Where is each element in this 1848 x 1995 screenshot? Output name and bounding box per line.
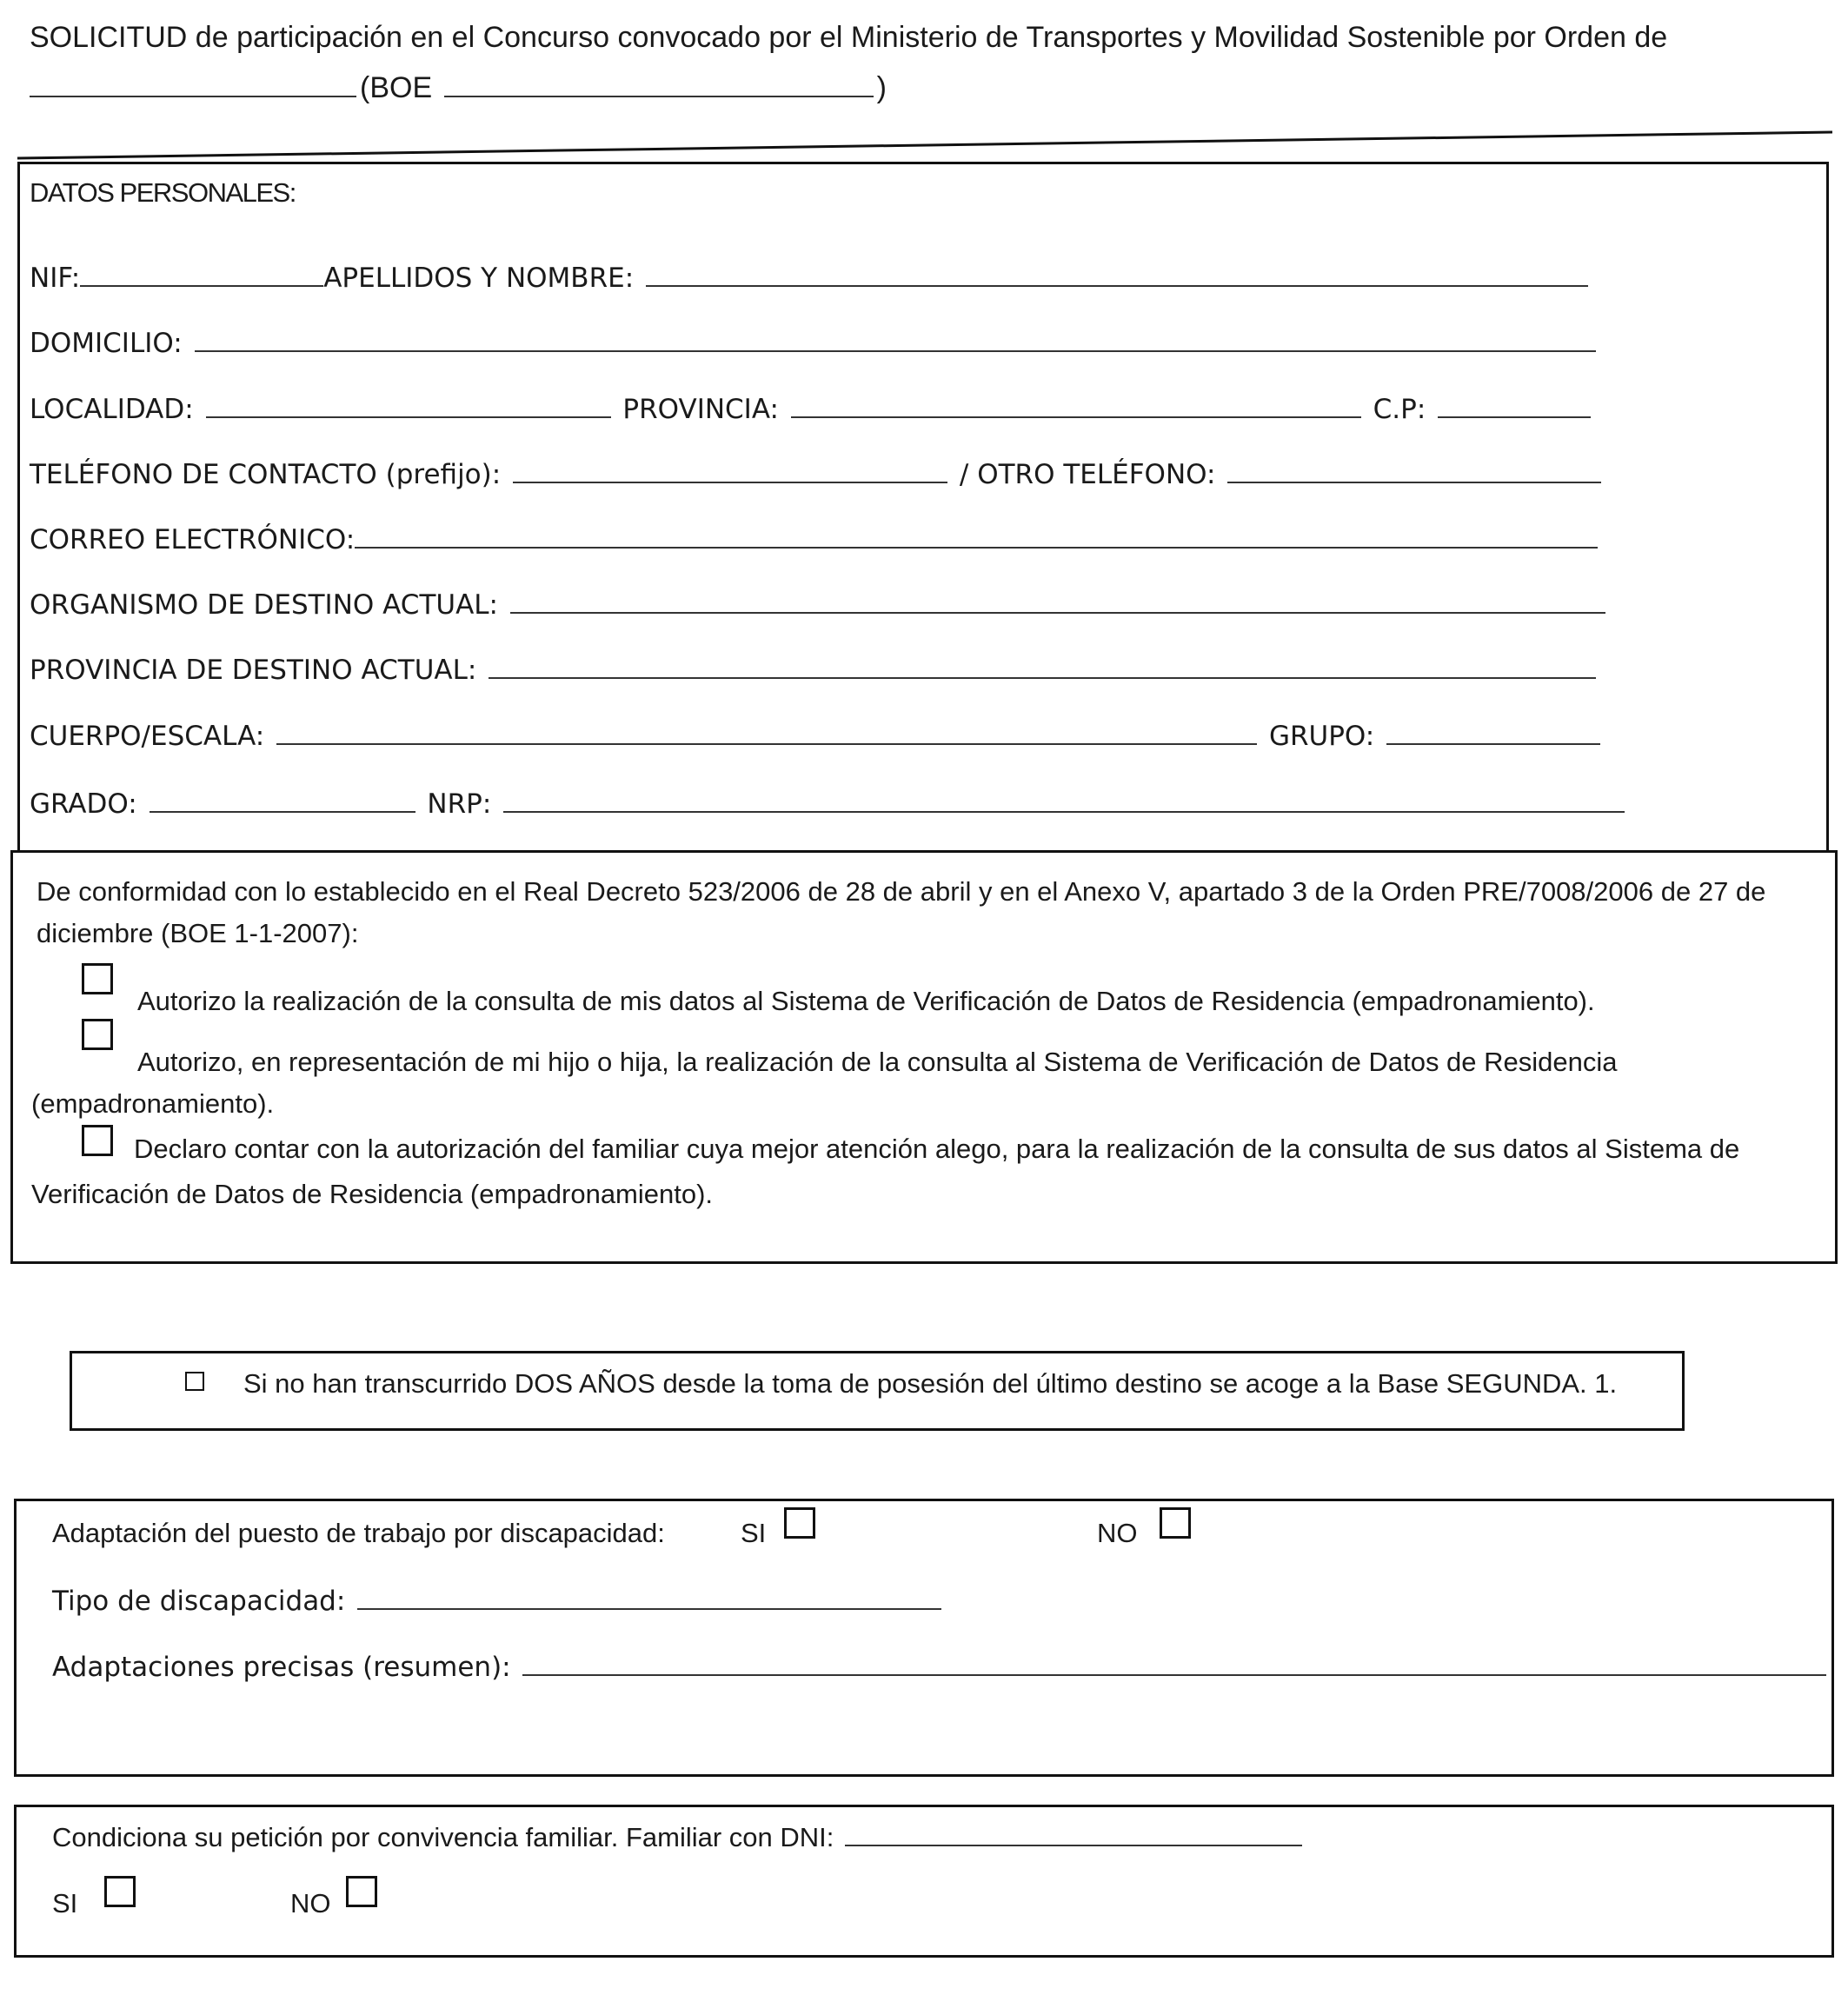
localidad-label: LOCALIDAD: bbox=[30, 394, 194, 425]
telefono-label: TELÉFONO DE CONTACTO (prefijo): bbox=[30, 459, 502, 490]
nrp-field[interactable] bbox=[503, 785, 1625, 813]
correo-field[interactable] bbox=[355, 521, 1598, 549]
domicilio-row bbox=[30, 324, 1599, 359]
grado-row bbox=[30, 785, 1628, 820]
orden-blank[interactable] bbox=[30, 70, 356, 97]
localidad-row bbox=[30, 390, 1594, 425]
family-question-label: Condiciona su petición por convivencia familiar. Familiar con DNI: bbox=[52, 1822, 834, 1852]
consent-intro-line-1: De conformidad con lo establecido en el Real Decreto 523/2006 de 28 de abril y en el Anexo V, apartado 3 de la Orden PRE/7008/2006 de 27 de bbox=[37, 876, 1766, 907]
domicilio-label: DOMICILIO: bbox=[30, 328, 183, 359]
family-dni-field[interactable] bbox=[845, 1820, 1302, 1846]
disability-yes-label: SI bbox=[741, 1518, 767, 1548]
consent-option-2-label bbox=[31, 1041, 1822, 1125]
consent-intro bbox=[37, 871, 1810, 954]
base-checkbox[interactable] bbox=[185, 1372, 204, 1391]
disability-no-checkbox[interactable] bbox=[1160, 1507, 1191, 1539]
title-line-2 bbox=[30, 63, 1820, 113]
cuerpo-label: CUERPO/ESCALA: bbox=[30, 721, 265, 752]
consent-option-3-line-2: Verificación de Datos de Residencia (empadronamiento). bbox=[31, 1179, 714, 1209]
adaptaciones-label: Adaptaciones precisas (resumen): bbox=[52, 1652, 511, 1683]
disability-no-label: NO bbox=[1097, 1518, 1138, 1548]
apellidos-field[interactable] bbox=[646, 259, 1588, 287]
family-yes-checkbox[interactable] bbox=[104, 1876, 136, 1907]
consent-option-2-line-2: (empadronamiento). bbox=[31, 1088, 275, 1119]
boe-open: (BOE bbox=[360, 71, 433, 104]
consent-option-1-label: Autorizo la realización de la consulta de mis datos al Sistema de Verificación de Datos de Residencia (empadronamiento). bbox=[137, 986, 1595, 1016]
disability-yes-checkbox[interactable] bbox=[784, 1507, 815, 1539]
nif-row bbox=[30, 259, 1592, 294]
provincia-destino-field[interactable] bbox=[489, 651, 1596, 679]
family-no-label: NO bbox=[290, 1888, 331, 1919]
consent-option-2-line-1: Autorizo, en representación de mi hijo o hija, la realización de la consulta al Sistema de Verificación de Datos de Residencia bbox=[137, 1047, 1618, 1077]
domicilio-field[interactable] bbox=[195, 324, 1596, 352]
provincia-destino-row bbox=[30, 651, 1599, 686]
cp-label: C.P: bbox=[1373, 394, 1426, 425]
organismo-label: ORGANISMO DE DESTINO ACTUAL: bbox=[30, 589, 499, 621]
nrp-label: NRP: bbox=[427, 788, 492, 820]
consent-option-3-label bbox=[31, 1127, 1822, 1217]
grado-field[interactable] bbox=[150, 785, 415, 813]
tipo-field[interactable] bbox=[357, 1582, 941, 1610]
base-label: Si no han transcurrido DOS AÑOS desde la toma de posesión del último destino se acoge a la Base SEGUNDA. 1. bbox=[243, 1368, 1618, 1399]
cp-field[interactable] bbox=[1438, 390, 1591, 418]
otro-telefono-label: / OTRO TELÉFONO: bbox=[959, 459, 1216, 490]
cuerpo-field[interactable] bbox=[276, 717, 1257, 745]
tipo-row bbox=[52, 1582, 945, 1617]
provincia-destino-label: PROVINCIA DE DESTINO ACTUAL: bbox=[30, 655, 477, 686]
personal-section-title: DATOS PERSONALES: bbox=[30, 177, 296, 208]
disability-question: Adaptación del puesto de trabajo por discapacidad: bbox=[52, 1518, 665, 1548]
telefono-row bbox=[30, 456, 1605, 490]
cuerpo-row bbox=[30, 717, 1604, 752]
apellidos-label: APELLIDOS Y NOMBRE: bbox=[323, 263, 635, 294]
otro-telefono-field[interactable] bbox=[1227, 456, 1601, 483]
localidad-field[interactable] bbox=[206, 390, 611, 418]
consent-option-3-line-1: Declaro contar con la autorización del familiar cuya mejor atención alego, para la realización de la consulta de sus datos al Sistema de bbox=[134, 1134, 1740, 1164]
form-title bbox=[30, 12, 1820, 113]
consent-option-1-checkbox[interactable] bbox=[82, 963, 113, 994]
organismo-row bbox=[30, 586, 1609, 621]
tipo-label: Tipo de discapacidad: bbox=[52, 1586, 346, 1617]
adaptaciones-row bbox=[52, 1648, 1830, 1683]
grado-label: GRADO: bbox=[30, 788, 137, 820]
title-line-1: SOLICITUD de participación en el Concurso convocado por el Ministerio de Transportes y Movilidad Sostenible por Orden de bbox=[30, 21, 1668, 54]
nif-label: NIF: bbox=[30, 263, 81, 294]
organismo-field[interactable] bbox=[510, 586, 1605, 614]
boe-close: ) bbox=[876, 71, 887, 104]
nif-field[interactable] bbox=[80, 259, 323, 287]
correo-label: CORREO ELECTRÓNICO: bbox=[30, 524, 356, 555]
grupo-label: GRUPO: bbox=[1268, 721, 1375, 752]
provincia-field[interactable] bbox=[791, 390, 1361, 418]
telefono-field[interactable] bbox=[513, 456, 947, 483]
boe-blank[interactable] bbox=[444, 70, 874, 97]
consent-intro-line-2: diciembre (BOE 1-1-2007): bbox=[37, 918, 359, 948]
family-yes-label: SI bbox=[52, 1888, 78, 1919]
adaptaciones-field[interactable] bbox=[522, 1648, 1826, 1676]
provincia-label: PROVINCIA: bbox=[622, 394, 779, 425]
family-question bbox=[52, 1817, 1306, 1859]
header-divider bbox=[17, 130, 1832, 160]
correo-row bbox=[30, 521, 1601, 555]
grupo-field[interactable] bbox=[1386, 717, 1600, 745]
family-no-checkbox[interactable] bbox=[346, 1876, 377, 1907]
